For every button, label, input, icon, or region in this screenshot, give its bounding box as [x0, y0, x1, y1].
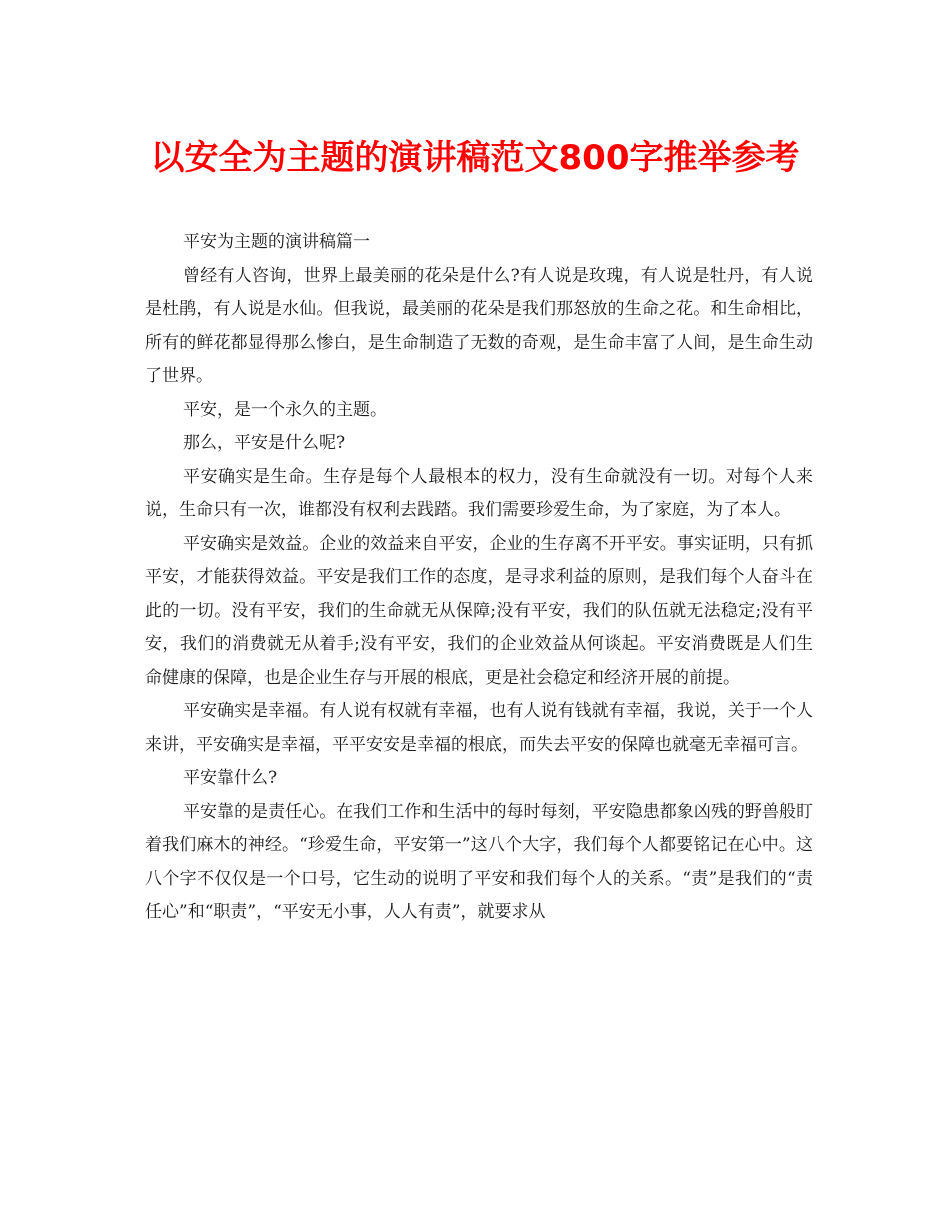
paragraph: 平安确实是生命。生存是每个人最根本的权力，没有生命就没有一切。对每个人来说，生命只有一次，谁都没有权利去践踏。我们需要珍爱生命，为了家庭，为了本人。 [145, 466, 813, 520]
paragraph: 平安确实是幸福。有人说有权就有幸福，也有人说有钱就有幸福，我说，关于一个人来讲，平安确实是幸福，平平安安是幸福的根底，而失去平安的保障也就毫无幸福可言。 [145, 701, 813, 755]
document-title: 以安全为主题的演讲稿范文800字推举参考 [150, 138, 800, 178]
paragraph: 平安靠什么? [183, 768, 278, 788]
paragraph: 平安，是一个永久的主题。 [183, 399, 387, 420]
paragraph: 那么，平安是什么呢? [183, 433, 346, 453]
paragraph-heading-1: 平安为主题的演讲稿篇一 [183, 232, 370, 252]
document-body [145, 226, 813, 930]
paragraph: 平安靠的是责任心。在我们工作和生活中的每时每刻，平安隐患都象凶残的野兽般盯着我们麻木的神经。“珍爱生命，平安第一”这八个大字，我们每个人都要铭记在心中。这八个字不仅仅是一个口号，它生动的说明了平安和我们每个人的关系。“责”是我们的“责任心”和“职责”，“平安无小事，人人有责”，就要求从 [145, 801, 813, 922]
paragraph: 曾经有人咨询，世界上最美丽的花朵是什么?有人说是玫瑰，有人说是牡丹，有人说是杜鹃，有人说是水仙。但我说，最美丽的花朵是我们那怒放的生命之花。和生命相比，所有的鲜花都显得那么惨白，是生命制造了无数的奇观，是生命丰富了人间，是生命生动了世界。 [145, 265, 813, 386]
paragraph: 平安确实是效益。企业的效益来自平安，企业的生存离不开平安。事实证明，只有抓平安，才能获得效益。平安是我们工作的态度，是寻求利益的原则，是我们每个人奋斗在此的一切。没有平安，我们的生命就无从保障;没有平安，我们的队伍就无法稳定;没有平安，我们的消费就无从着手;没有平安，我们的企业效益从何谈起。平安消费既是人们生命健康的保障，也是企业生存与开展的根底，更是社会稳定和经济开展的前提。 [145, 533, 813, 688]
